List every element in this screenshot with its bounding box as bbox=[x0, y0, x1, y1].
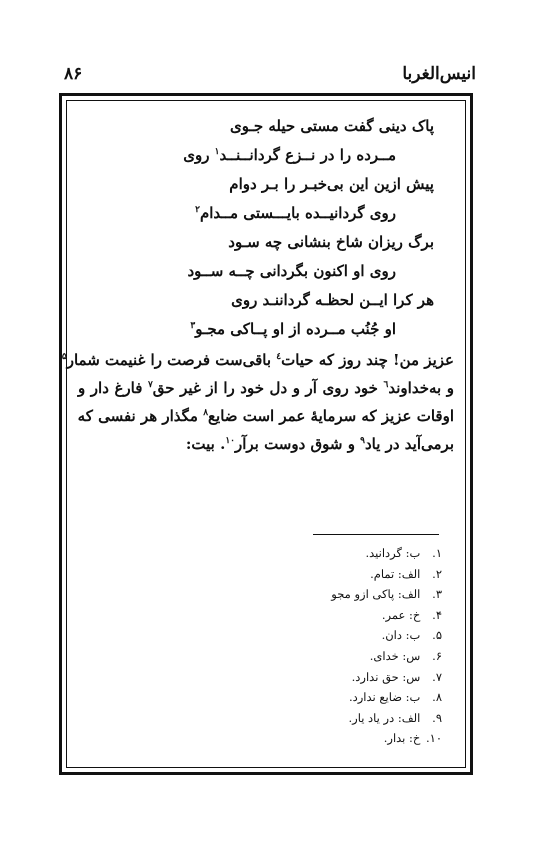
verse-line: او جُنُب مــرده از او پــاکی مجـو$^۳$ bbox=[190, 320, 396, 338]
verse-line: روی گردانیــده بایـــستی مــدام$^۲$ bbox=[195, 204, 396, 222]
page-body bbox=[61, 112, 454, 458]
prose-paragraph bbox=[61, 346, 454, 458]
prose-line: عزیز من! چند روز که حیات$^٤$ باقی‌ست فرصت را غنیمت شمار$^۵$ bbox=[61, 351, 454, 369]
book-title: انیس‌الغربا bbox=[402, 64, 476, 84]
footnote-item: ۶. س: خدای. bbox=[369, 648, 442, 663]
footnote-item: ۲. الف: تمام. bbox=[370, 566, 442, 581]
prose-line: اوقات عزیز که سرمایهٔ عمر است ضایع$^۸$ مگذار هر نفسی که bbox=[77, 407, 454, 425]
footnote-item: ۳. الف: پاکی ازو مجو bbox=[331, 587, 442, 602]
footnote-item: ۸. ب: ضایع ندارد. bbox=[348, 690, 442, 705]
footnote-item: ۹. الف: در یاد یار. bbox=[348, 710, 442, 725]
prose-line: و به‌خداوند$^٦$ خود روی آر و دل خود را از غیر حق$^۷$ فارغ دار و bbox=[78, 379, 454, 397]
footnote-marker: ۲ bbox=[195, 205, 200, 215]
footnotes bbox=[192, 543, 442, 749]
footnote-marker: ۳ bbox=[190, 321, 196, 331]
footnote-item: ۷. س: حق ندارد. bbox=[351, 669, 442, 684]
footnote-item: ۱. ب: گردانید. bbox=[365, 546, 442, 560]
verse-line: هر کرا ایــن لحظـه گرداننـد روی bbox=[231, 291, 434, 309]
verse-line: روی او اکنون بگردانی چــه ســود bbox=[187, 262, 396, 280]
footnote-item: ۵. ب: دان. bbox=[381, 628, 442, 643]
verse-line: پاک دینی گفت مستی حیله جـوی bbox=[229, 117, 434, 135]
footnote-marker: ۱ bbox=[214, 147, 220, 157]
verse-line: مــرده را در نــزع گردانــنــد$^۱$ روی bbox=[183, 146, 396, 164]
verse-line: برگ ریزان شاخ بنشانی چه سـود bbox=[228, 233, 434, 251]
page-number: ۸۶ bbox=[64, 64, 83, 84]
footnote-item: ۱۰. خ: بدار. bbox=[383, 731, 442, 746]
footnote-item: ۴. خ: عمر. bbox=[381, 607, 442, 622]
verse-line: پیش ازین این بی‌خبـر را بـر دوام bbox=[229, 175, 434, 193]
page-header bbox=[64, 64, 476, 88]
footnote-separator bbox=[313, 534, 439, 535]
prose-line: برمی‌آید در یاد$^۹$ و شوق دوست برآر$^{۱۰}$. بیت: bbox=[185, 435, 454, 453]
